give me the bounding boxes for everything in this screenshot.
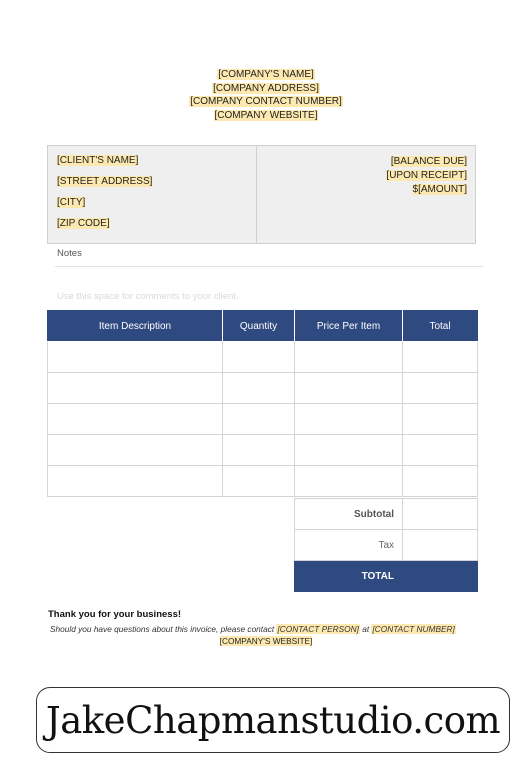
tax-row: [295, 530, 478, 561]
client-info-box: [47, 145, 476, 244]
tax-label: Tax: [295, 530, 403, 561]
cell-total[interactable]: [403, 404, 478, 435]
cell-description[interactable]: [48, 342, 223, 373]
cell-total[interactable]: [403, 342, 478, 373]
items-table-header: [48, 311, 478, 342]
table-row: [48, 373, 478, 404]
cell-total[interactable]: [403, 435, 478, 466]
client-name: [CLIENT'S NAME]: [57, 155, 139, 166]
company-address: [COMPANY ADDRESS]: [213, 82, 319, 94]
balance-terms: [UPON RECEIPT]: [386, 169, 467, 181]
contact-at: at: [362, 624, 370, 634]
company-header: [0, 68, 532, 122]
thank-you-message: Thank you for your business!: [48, 609, 182, 620]
header-price-per-item: Price Per Item: [295, 311, 403, 342]
client-city: [CITY]: [57, 197, 86, 208]
balance-due-label: [BALANCE DUE]: [390, 156, 467, 167]
cell-price[interactable]: [295, 404, 403, 435]
contact-person: [CONTACT PERSON]: [277, 624, 359, 634]
cell-quantity[interactable]: [223, 435, 295, 466]
table-row: [48, 404, 478, 435]
summary-table: [294, 498, 478, 592]
contact-message: [50, 624, 456, 634]
notes-input[interactable]: Use this space for comments to your client.: [57, 291, 239, 302]
subtotal-label: Subtotal: [295, 499, 403, 530]
header-total: Total: [403, 311, 478, 342]
client-zip: [ZIP CODE]: [57, 218, 110, 229]
cell-description[interactable]: [48, 404, 223, 435]
balance-amount: $[AMOUNT]: [412, 183, 467, 195]
total-label: TOTAL: [295, 561, 403, 592]
website-line: [0, 636, 532, 646]
total-value[interactable]: [403, 561, 478, 592]
total-row: [295, 561, 478, 592]
watermark-text: JakeChapmanstudio.com: [45, 698, 501, 742]
cell-total[interactable]: [403, 373, 478, 404]
company-website: [COMPANY WEBSITE]: [214, 109, 318, 121]
table-row: [48, 435, 478, 466]
cell-quantity[interactable]: [223, 404, 295, 435]
subtotal-value[interactable]: [403, 499, 478, 530]
header-quantity: Quantity: [223, 311, 295, 342]
tax-value[interactable]: [403, 530, 478, 561]
balance-block: [386, 155, 467, 196]
notes-divider: [55, 266, 483, 267]
cell-price[interactable]: [295, 342, 403, 373]
client-street: [STREET ADDRESS]: [57, 176, 153, 187]
cell-description[interactable]: [48, 373, 223, 404]
cell-quantity[interactable]: [223, 373, 295, 404]
items-table: [47, 310, 478, 497]
header-item-description: Item Description: [48, 311, 223, 342]
table-row: [48, 466, 478, 497]
table-row: [48, 342, 478, 373]
cell-description[interactable]: [48, 435, 223, 466]
cell-description[interactable]: [48, 466, 223, 497]
cell-price[interactable]: [295, 373, 403, 404]
company-name: [COMPANY'S NAME]: [218, 69, 314, 80]
watermark-banner: [36, 687, 510, 753]
client-box-divider: [256, 146, 257, 243]
notes-label: Notes: [57, 248, 82, 259]
client-address-block: [57, 155, 152, 239]
cell-total[interactable]: [403, 466, 478, 497]
contact-question-text: Should you have questions about this invoice, please contact: [50, 624, 275, 634]
contact-number: [CONTACT NUMBER]: [372, 624, 455, 634]
cell-quantity[interactable]: [223, 342, 295, 373]
company-contact-number: [COMPANY CONTACT NUMBER]: [190, 96, 342, 108]
subtotal-row: [295, 499, 478, 530]
cell-quantity[interactable]: [223, 466, 295, 497]
footer-company-website: [COMPANY'S WEBSITE]: [219, 636, 313, 646]
cell-price[interactable]: [295, 466, 403, 497]
cell-price[interactable]: [295, 435, 403, 466]
